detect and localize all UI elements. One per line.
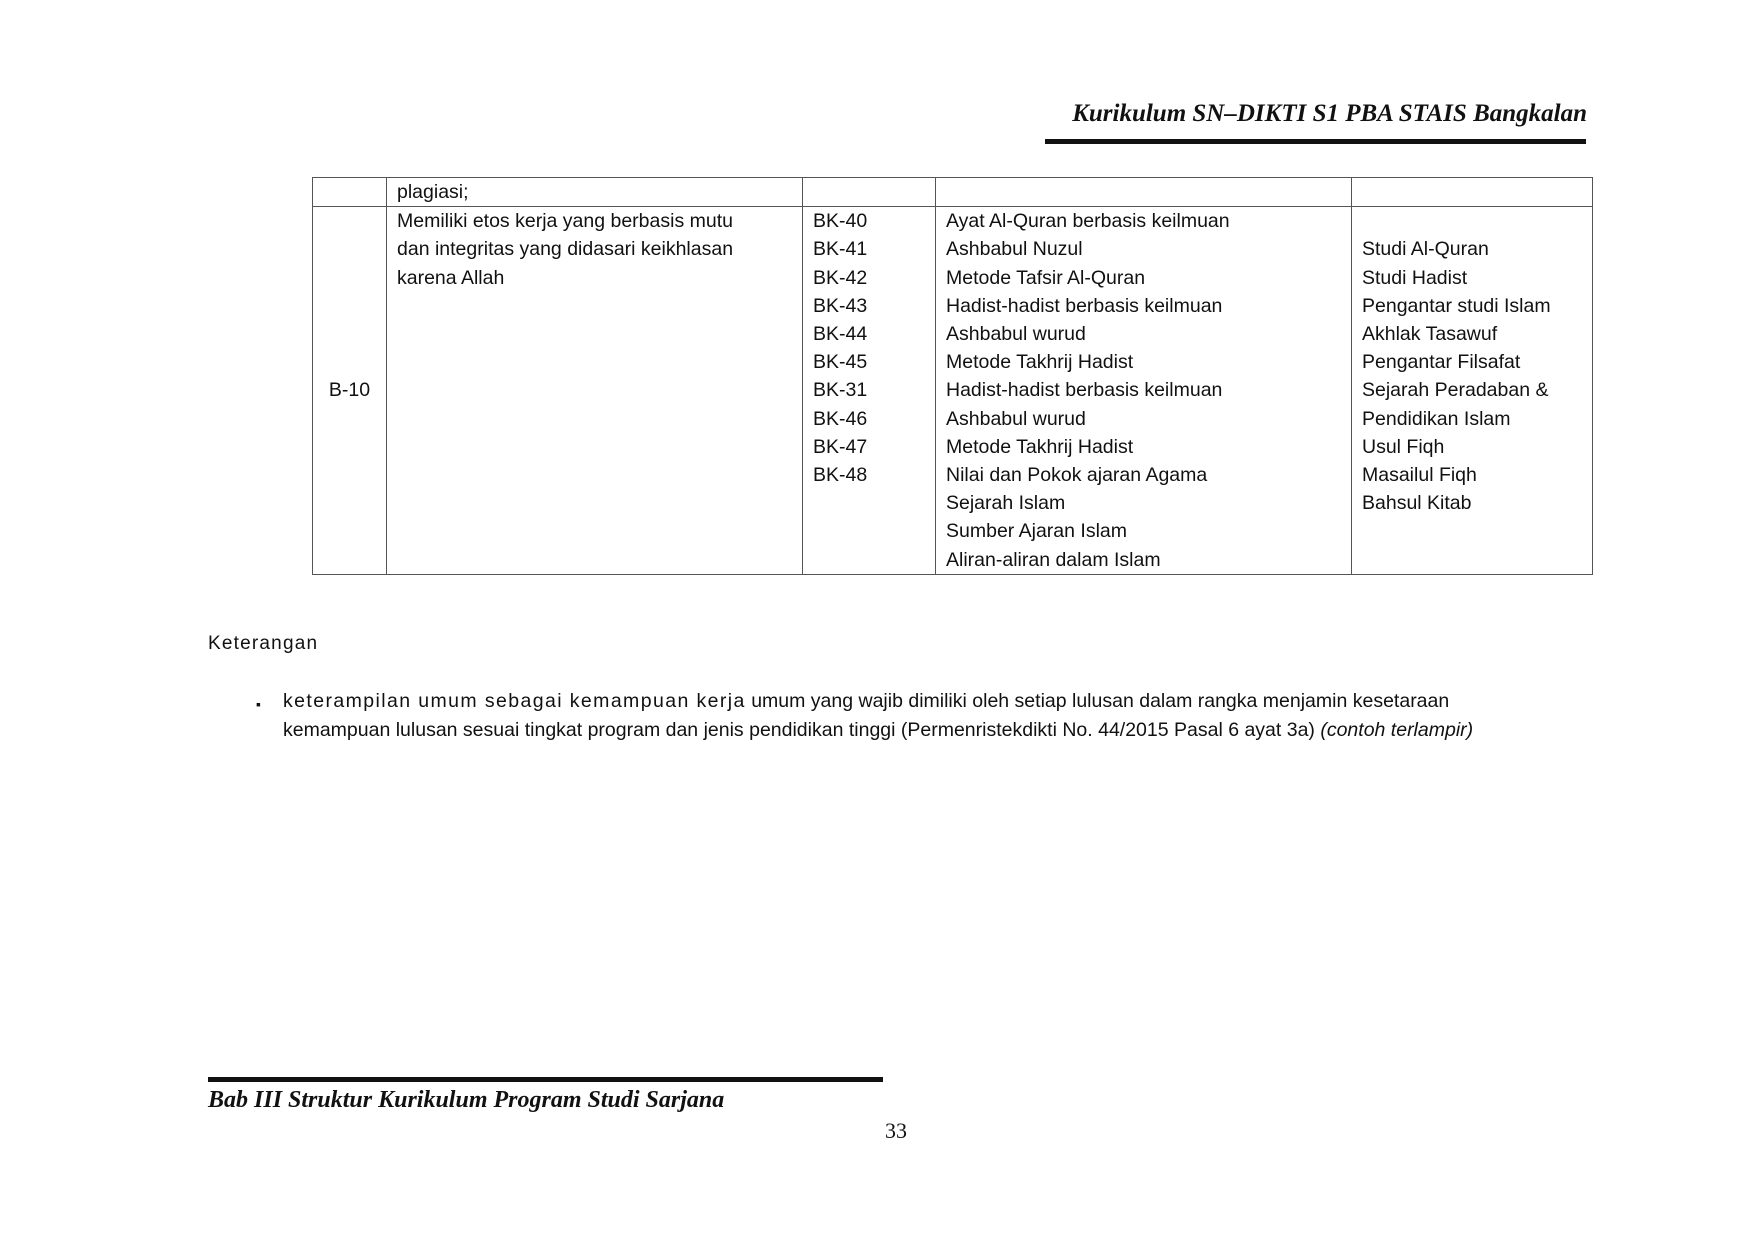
bk-code: BK-48	[813, 464, 868, 487]
topic-item: Hadist-hadist berbasis keilmuan	[946, 379, 1223, 402]
bk-code: BK-44	[813, 323, 868, 346]
footer-rule	[208, 1077, 883, 1082]
course-item: Studi Hadist	[1362, 266, 1468, 289]
course-item: Usul Fiqh	[1362, 435, 1445, 458]
notes-heading: Keterangan	[208, 633, 319, 654]
description-cell-continuation: plagiasi;	[387, 178, 803, 207]
bk-code: BK-41	[813, 238, 868, 261]
table-row-continuation	[313, 178, 1593, 207]
bk-code: BK-46	[813, 407, 868, 430]
footer-chapter-title: Bab III Struktur Kurikulum Program Studi Sarjana	[208, 1087, 725, 1113]
course-item: Pengantar studi Islam	[1362, 294, 1551, 317]
bk-code: BK-45	[813, 351, 868, 374]
course-cell-empty	[1352, 178, 1593, 207]
page-number: 33	[885, 1118, 907, 1143]
topic-cell-empty	[936, 178, 1352, 207]
bk-code: BK-40	[813, 210, 868, 233]
courses-cell	[1352, 207, 1593, 575]
bullet-icon: ▪	[256, 696, 261, 712]
topic-item: Aliran-aliran dalam Islam	[946, 548, 1161, 571]
bk-code: BK-47	[813, 435, 868, 458]
course-item: Sejarah Peradaban &	[1362, 379, 1549, 402]
notes-italic-text: (contoh terlampir)	[1320, 718, 1474, 741]
bk-codes-cell	[803, 207, 936, 575]
bk-code: BK-31	[813, 379, 868, 402]
topic-item: Ashbabul wurud	[946, 323, 1086, 346]
topic-item: Metode Takhrij Hadist	[946, 435, 1134, 458]
topic-item: Sejarah Islam	[946, 492, 1066, 515]
course-item: Pendidikan Islam	[1362, 407, 1511, 430]
running-header-title: Kurikulum SN–DIKTI S1 PBA STAIS Bangkalan	[1072, 100, 1587, 127]
notes-spaced-text: keterampilan umum sebagai kemampuan kerja	[283, 690, 746, 712]
course-item: Masailul Fiqh	[1362, 464, 1477, 487]
topics-cell	[936, 207, 1352, 575]
code-cell-empty	[313, 178, 387, 207]
course-item: Bahsul Kitab	[1362, 492, 1472, 515]
notes-list-item	[256, 687, 1556, 744]
course-item: Pengantar Filsafat	[1362, 351, 1521, 374]
curriculum-table	[312, 177, 1593, 575]
course-item: Studi Al-Quran	[1362, 238, 1489, 261]
topic-item: Ashbabul wurud	[946, 407, 1086, 430]
topic-item: Ashbabul Nuzul	[946, 238, 1083, 261]
topic-item: Sumber Ajaran Islam	[946, 520, 1127, 543]
bk-cell-empty	[803, 178, 936, 207]
bk-code: BK-43	[813, 294, 868, 317]
description-cell: Memiliki etos kerja yang berbasis mutu dan integritas yang didasari keikhlasan karena Allah	[387, 207, 803, 575]
bk-code: BK-42	[813, 266, 868, 289]
topic-item: Ayat Al-Quran berbasis keilmuan	[946, 210, 1230, 233]
topic-item: Metode Tafsir Al-Quran	[946, 266, 1146, 289]
topic-item: Metode Takhrij Hadist	[946, 351, 1134, 374]
notes-paragraph	[283, 687, 1556, 744]
code-cell: B-10	[313, 207, 387, 575]
course-item: Akhlak Tasawuf	[1362, 323, 1498, 346]
table-row-b10	[313, 207, 1593, 575]
notes-text: umum yang wajib dimiliki oleh setiap lulusan dalam rangka menjamin kesetaraan kemampuan lulusan sesuai tingkat program dan jenis pendidikan tinggi (Permenristekdikti No. 44/2015 Pasal 6 ayat 3a)	[283, 690, 1450, 741]
topic-item: Hadist-hadist berbasis keilmuan	[946, 294, 1223, 317]
topic-item: Nilai dan Pokok ajaran Agama	[946, 464, 1208, 487]
course-item	[1362, 207, 1582, 235]
header-rule	[1045, 139, 1586, 144]
